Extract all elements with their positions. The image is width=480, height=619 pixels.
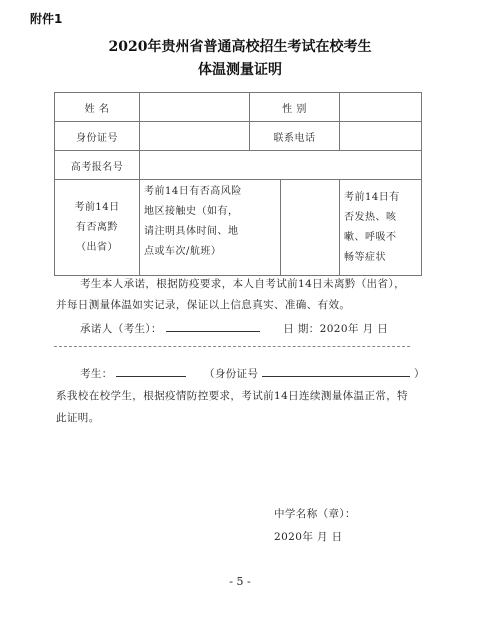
exam-no-field[interactable]	[140, 151, 422, 180]
gender-field[interactable]	[340, 93, 422, 122]
document-title: 2020年贵州省普通高校招生考试在校考生	[108, 39, 372, 55]
student-label: 考生：	[80, 368, 113, 380]
symptom-question: 考前14日有 否发热、咳 嗽、呼吸不 畅等症状	[340, 180, 422, 276]
pledge-line-2: 并每日测量体温如实记录，保证以上信息真实、准确、有效。	[56, 299, 351, 311]
document-subtitle: 体温测量证明	[198, 62, 282, 78]
student-id-label: （身份证号	[203, 368, 259, 380]
gender-label: 性 别	[250, 93, 340, 122]
student-id-blank[interactable]	[262, 364, 410, 377]
table-row-exam-no	[55, 151, 422, 180]
exam-no-label: 高考报名号	[55, 151, 140, 180]
id-label: 身份证号	[55, 122, 140, 151]
name-field[interactable]	[140, 93, 250, 122]
risk-area-question: 考前14日有否高风险 地区接触史（如有， 请注明具体时间、地 点或车次/航班）	[140, 180, 281, 275]
page-number: - 5 -	[229, 575, 251, 588]
name-label: 姓 名	[55, 93, 140, 122]
signer-line	[80, 319, 388, 340]
signer-label: 承诺人（考生）：	[80, 323, 162, 335]
table-row-id	[55, 122, 422, 151]
table-row-name	[55, 93, 422, 122]
table-row-health	[55, 180, 422, 276]
phone-label: 联系电话	[250, 122, 340, 151]
risk-area-answer[interactable]	[281, 180, 339, 275]
signer-blank[interactable]	[166, 319, 260, 332]
pledge-line-1: 考生本人承诺，根据防疫要求，本人自考试前14日未离黔（出省），	[80, 278, 406, 290]
info-table	[54, 92, 422, 276]
student-id-close: ）	[413, 368, 425, 380]
student-line	[80, 364, 425, 385]
cert-line-3: 此证明。	[56, 412, 100, 424]
id-field[interactable]	[140, 122, 250, 151]
risk-area-cell	[140, 180, 340, 276]
school-name-label: 中学名称（章）：	[274, 508, 356, 520]
pledge-date: 日 期：2020年 月 日	[283, 323, 389, 335]
dashed-separator	[54, 346, 410, 347]
attachment-label: 附件1	[30, 12, 63, 26]
left-travel-question: 考前14日 有否离黔 （出省）	[55, 180, 140, 276]
cert-date: 2020年 月 日	[274, 531, 343, 543]
student-name-blank[interactable]	[116, 364, 186, 377]
phone-field[interactable]	[340, 122, 422, 151]
cert-line-2: 系我校在校学生，根据疫情防控要求，考试前14日连续测量体温正常，特	[56, 390, 409, 402]
